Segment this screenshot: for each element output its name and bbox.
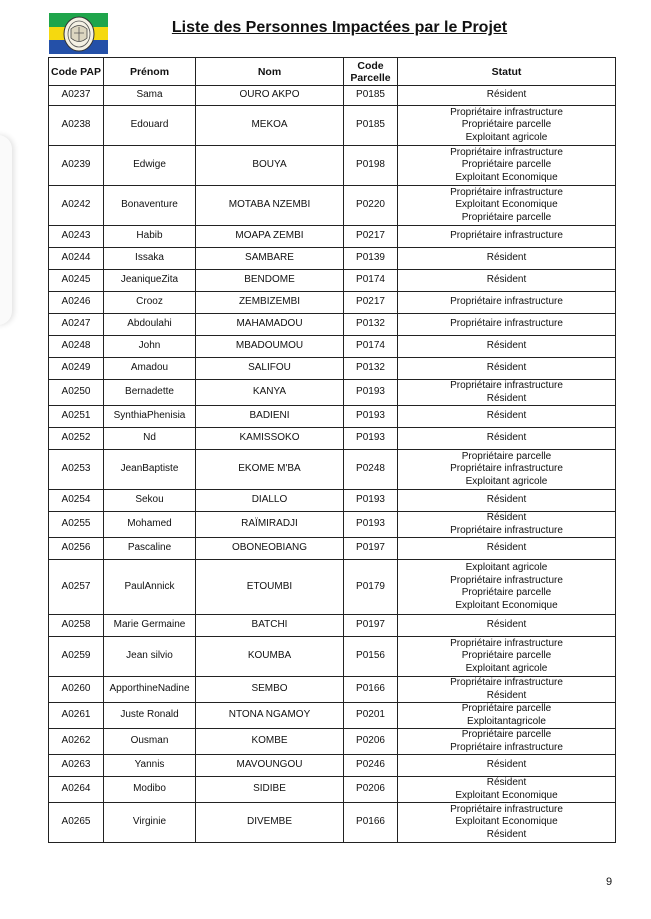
statut-line: Résident [486,252,527,264]
statut-line: Propriétaire infrastructure [450,186,563,198]
cell-code-pap: A0258 [49,615,104,637]
table-row [49,450,616,490]
cell-nom: BADIENI [196,406,344,428]
cell-code-parcelle: P0156 [344,637,398,677]
table-row [49,560,616,615]
cell-prenom: Edouard [104,106,196,146]
statut-line: Propriétaire parcelle [461,450,552,462]
statut-line: Propriétaire infrastructure [450,574,563,586]
table-row [49,186,616,226]
cell-nom: SEMBO [196,677,344,703]
cell-prenom: Abdoulahi [104,314,196,336]
table-row [49,703,616,729]
statut-line: Propriétaire parcelle [461,729,552,740]
cell-code-pap: A0251 [49,406,104,428]
table-row [49,380,616,406]
cell-prenom: Edwige [104,146,196,186]
cell-statut [398,560,616,615]
statut-line: Propriétaire parcelle [461,703,552,714]
cell-code-pap: A0242 [49,186,104,226]
table-row [49,146,616,186]
cell-prenom: Habib [104,226,196,248]
cell-code-pap: A0245 [49,270,104,292]
cell-code-parcelle: P0132 [344,358,398,380]
cell-nom: SIDIBE [196,777,344,803]
table-row [49,248,616,270]
cell-prenom: Sekou [104,490,196,512]
cell-statut [398,450,616,490]
statut-line: Résident [486,274,527,286]
cell-code-parcelle: P0220 [344,186,398,226]
cell-prenom: ApporthineNadine [104,677,196,703]
cell-statut [398,336,616,358]
table-row [49,106,616,146]
statut-line: Propriétaire infrastructure [450,380,563,391]
cell-code-parcelle: P0193 [344,406,398,428]
page-edge-shadow [0,135,12,325]
statut-line: Propriétaire infrastructure [450,146,563,158]
cell-nom: SALIFOU [196,358,344,380]
cell-prenom: Bernadette [104,380,196,406]
cell-code-parcelle: P0201 [344,703,398,729]
cell-code-pap: A0238 [49,106,104,146]
table-row [49,292,616,314]
table-row [49,777,616,803]
cell-nom: MEKOA [196,106,344,146]
cell-nom: DIVEMBE [196,803,344,843]
cell-nom: SAMBARE [196,248,344,270]
statut-line: Propriétaire infrastructure [450,803,563,815]
cell-prenom: Yannis [104,755,196,777]
statut-line: Propriétaire parcelle [461,650,552,662]
cell-statut [398,358,616,380]
cell-statut [398,146,616,186]
table-row [49,490,616,512]
table-row [49,755,616,777]
statut-line: Résident [486,392,527,404]
cell-nom: RAÏMIRADJI [196,512,344,538]
statut-line: Résident [486,777,527,788]
cell-prenom: Jean silvio [104,637,196,677]
page-title: Liste des Personnes Impactées par le Projet [171,19,508,36]
cell-code-pap: A0259 [49,637,104,677]
statut-line: Exploitant Economique [455,599,558,611]
cell-nom: KOUMBA [196,637,344,677]
cell-prenom: Virginie [104,803,196,843]
statut-line: Propriétaire infrastructure [450,524,563,536]
cell-nom: ZEMBIZEMBI [196,292,344,314]
cell-prenom: Ousman [104,729,196,755]
statut-line: Propriétaire infrastructure [450,318,563,330]
page-number: 9 [606,876,613,888]
cell-statut [398,538,616,560]
cell-code-pap: A0263 [49,755,104,777]
statut-line: Exploitant agricole [465,662,548,674]
cell-code-parcelle: P0193 [344,512,398,538]
table-row [49,226,616,248]
cell-statut [398,186,616,226]
table-row [49,677,616,703]
cell-code-parcelle: P0197 [344,615,398,637]
cell-code-parcelle: P0132 [344,314,398,336]
cell-code-pap: A0246 [49,292,104,314]
cell-nom: MAHAMADOU [196,314,344,336]
cell-code-pap: A0252 [49,428,104,450]
statut-line: Exploitant agricole [465,562,548,573]
cell-statut [398,292,616,314]
cell-nom: OBONEOBIANG [196,538,344,560]
statut-line: Propriétaire infrastructure [450,637,563,649]
cell-code-parcelle: P0246 [344,755,398,777]
table-row [49,637,616,677]
statut-line: Propriétaire infrastructure [450,230,563,242]
cell-statut [398,755,616,777]
cell-nom: OURO AKPO [196,86,344,106]
statut-line: Propriétaire infrastructure [450,463,563,475]
cell-prenom: Marie Germaine [104,615,196,637]
cell-code-parcelle: P0197 [344,538,398,560]
statut-line: Exploitantagricole [467,715,546,727]
cell-code-pap: A0237 [49,86,104,106]
cell-code-pap: A0239 [49,146,104,186]
cell-prenom: JeaniqueZita [104,270,196,292]
statut-line: Résident [486,362,527,374]
cell-statut [398,803,616,843]
statut-line: Résident [486,89,527,101]
cell-prenom: Bonaventure [104,186,196,226]
cell-code-parcelle: P0166 [344,803,398,843]
table-row [49,538,616,560]
cell-prenom: Amadou [104,358,196,380]
statut-line: Résident [486,494,527,506]
cell-statut [398,637,616,677]
cell-code-parcelle: P0139 [344,248,398,270]
cell-nom: KOMBE [196,729,344,755]
header-nom: Nom [196,58,344,86]
cell-prenom: Modibo [104,777,196,803]
statut-line: Résident [486,828,527,840]
cell-code-parcelle: P0193 [344,380,398,406]
statut-line: Propriétaire parcelle [461,119,552,131]
statut-line: Exploitant Economique [455,789,558,801]
cell-statut [398,226,616,248]
cell-statut [398,406,616,428]
statut-line: Propriétaire infrastructure [450,677,563,688]
pap-table [48,57,616,843]
table-row [49,615,616,637]
cell-nom: KAMISSOKO [196,428,344,450]
statut-line: Propriétaire infrastructure [450,296,563,308]
cell-prenom: SynthiaPhenisia [104,406,196,428]
cell-nom: MBADOUMOU [196,336,344,358]
cell-statut [398,270,616,292]
cell-statut [398,428,616,450]
cell-prenom: Nd [104,428,196,450]
cell-code-pap: A0248 [49,336,104,358]
table-row [49,428,616,450]
cell-code-pap: A0244 [49,248,104,270]
cell-prenom: Issaka [104,248,196,270]
cell-nom: KANYA [196,380,344,406]
table-header-row [49,58,616,86]
cell-code-pap: A0254 [49,490,104,512]
statut-line: Exploitant Economique [455,199,558,211]
statut-line: Résident [486,432,527,444]
cell-prenom: Mohamed [104,512,196,538]
table-row [49,406,616,428]
cell-statut [398,729,616,755]
statut-line: Résident [486,759,527,771]
statut-line: Résident [486,512,527,523]
cell-prenom: PaulAnnick [104,560,196,615]
cell-nom: MAVOUNGOU [196,755,344,777]
cell-code-pap: A0265 [49,803,104,843]
statut-line: Exploitant Economique [455,171,558,183]
statut-line: Résident [486,689,527,701]
cell-code-pap: A0264 [49,777,104,803]
statut-line: Propriétaire infrastructure [450,741,563,753]
cell-code-pap: A0243 [49,226,104,248]
cell-nom: BOUYA [196,146,344,186]
table-row [49,314,616,336]
cell-prenom: Juste Ronald [104,703,196,729]
statut-line: Propriétaire infrastructure [450,106,563,118]
header-code-parcelle: Code Parcelle [344,58,398,86]
cell-code-parcelle: P0174 [344,336,398,358]
cell-code-pap: A0247 [49,314,104,336]
statut-line: Résident [486,410,527,422]
cell-nom: NTONA NGAMOY [196,703,344,729]
cell-code-parcelle: P0166 [344,677,398,703]
cell-statut [398,248,616,270]
cell-code-parcelle: P0185 [344,86,398,106]
statut-line: Résident [486,619,527,631]
table-row [49,270,616,292]
statut-line: Exploitant agricole [465,475,548,487]
cell-nom: BENDOME [196,270,344,292]
cell-prenom: Sama [104,86,196,106]
statut-line: Résident [486,340,527,352]
table-row [49,358,616,380]
cell-code-pap: A0261 [49,703,104,729]
table-row [49,86,616,106]
cell-nom: DIALLO [196,490,344,512]
statut-line: Propriétaire parcelle [461,587,552,598]
cell-nom: BATCHI [196,615,344,637]
statut-line: Propriétaire parcelle [461,211,552,223]
cell-code-parcelle: P0174 [344,270,398,292]
cell-code-parcelle: P0217 [344,292,398,314]
cell-statut [398,106,616,146]
header-statut: Statut [398,58,616,86]
cell-statut [398,86,616,106]
cell-code-pap: A0260 [49,677,104,703]
cell-code-pap: A0250 [49,380,104,406]
table-row [49,336,616,358]
header-code-pap: Code PAP [49,58,104,86]
table-row [49,803,616,843]
cell-prenom: Pascaline [104,538,196,560]
cell-code-parcelle: P0179 [344,560,398,615]
cell-statut [398,490,616,512]
cell-code-parcelle: P0206 [344,777,398,803]
cell-statut [398,615,616,637]
cell-statut [398,512,616,538]
cell-code-parcelle: P0217 [344,226,398,248]
cell-code-parcelle: P0248 [344,450,398,490]
cell-prenom: John [104,336,196,358]
cell-code-pap: A0249 [49,358,104,380]
table-row [49,512,616,538]
cell-code-parcelle: P0193 [344,428,398,450]
cell-statut [398,677,616,703]
statut-line: Résident [486,542,527,554]
header-prenom: Prénom [104,58,196,86]
cell-code-pap: A0256 [49,538,104,560]
statut-line: Exploitant Economique [455,816,558,828]
cell-nom: EKOME M'BA [196,450,344,490]
table-row [49,729,616,755]
cell-code-pap: A0255 [49,512,104,538]
cell-nom: MOTABA NZEMBI [196,186,344,226]
cell-code-parcelle: P0206 [344,729,398,755]
cell-code-parcelle: P0193 [344,490,398,512]
cell-nom: MOAPA ZEMBI [196,226,344,248]
cell-prenom: Crooz [104,292,196,314]
cell-code-pap: A0257 [49,560,104,615]
cell-statut [398,380,616,406]
cell-code-pap: A0253 [49,450,104,490]
cell-code-parcelle: P0198 [344,146,398,186]
statut-line: Propriétaire parcelle [461,159,552,171]
cell-statut [398,777,616,803]
statut-line: Exploitant agricole [465,131,548,143]
cell-code-pap: A0262 [49,729,104,755]
cell-prenom: JeanBaptiste [104,450,196,490]
cell-code-parcelle: P0185 [344,106,398,146]
cell-nom: ETOUMBI [196,560,344,615]
cell-statut [398,703,616,729]
cell-statut [398,314,616,336]
